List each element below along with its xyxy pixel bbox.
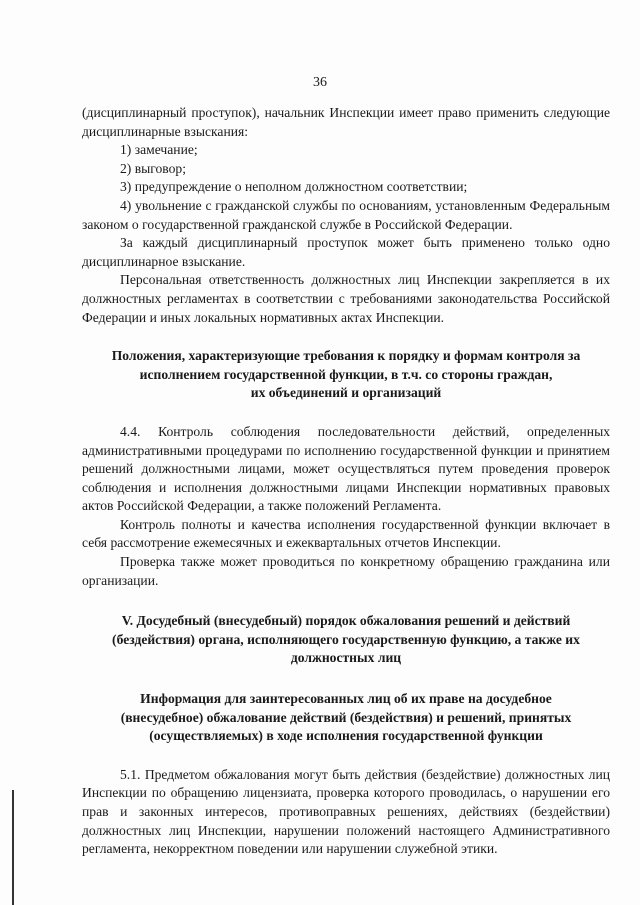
subsection-heading-info	[82, 690, 610, 746]
list-item: 3) предупреждение о неполном должностном соответствии;	[120, 179, 468, 195]
scan-edge-line	[12, 790, 14, 905]
paragraph: 4.4. Контроль соблюдения последовательности действий, определенных административными процедурами по исполнению государственной функции и принятием решений должностными лицами, может осуществляться путем проведения проверок соблюдения и исполнения должностными лицами Инспекции нормативных правовых актов Российской Федерации, а также положений Регламента.	[82, 423, 610, 514]
heading-line: Информация для заинтересованных лиц об их праве на досудебное	[140, 691, 552, 707]
heading-line: V. Досудебный (внесудебный) порядок обжалования решений и действий	[121, 613, 571, 629]
heading-line: (внесудебное) обжалование действий (бездействия) и решений, принятых	[120, 709, 572, 725]
paragraph: Контроль полноты и качества исполнения государственной функции включает в себя рассмотрение ежемесячных и ежеквартальных отчетов Инспекции.	[82, 516, 610, 551]
heading-line: их объединений и организаций	[250, 385, 442, 401]
list-item: 4) увольнение с гражданской службы по основаниям, установленным Федеральным законом о государственной гражданской службе в Российской Федерации.	[82, 197, 610, 232]
section-heading-control	[82, 347, 610, 403]
list-item: 1) замечание;	[120, 142, 198, 158]
heading-line: Положения, характеризующие требования к порядку и формам контроля за	[111, 348, 581, 364]
heading-line: исполнением государственной функции, в т.ч. со стороны граждан,	[139, 366, 553, 382]
paragraph: Проверка также может проводиться по конкретному обращению гражданина или организации.	[82, 554, 610, 588]
page-number: 36	[313, 75, 327, 90]
section-heading-v	[82, 612, 610, 668]
document-body	[82, 104, 610, 859]
paragraph-5-1: 5.1. Предметом обжалования могут быть действия (бездействие) должностных лиц Инспекции по обращению лицензиата, проверка которого проводилась, о нарушении его прав и законных интересов, противоправных решениях, действиях (бездействии) должностных лиц Инспекции, нарушении положений настоящего Административного регламента, некорректном поведении или нарушении служебной этики.	[82, 766, 610, 857]
list-item: 2) выговор;	[120, 160, 187, 176]
heading-line: (бездействия) органа, исполняющего государственную функцию, а также их	[112, 631, 580, 647]
paragraph-continuation: (дисциплинарный проступок), начальник Инспекции имеет право применить следующие дисциплинарные взыскания:	[82, 105, 610, 139]
heading-line: (осуществляемых) в ходе исполнения государственной функции	[149, 728, 543, 744]
paragraph: За каждый дисциплинарный проступок может быть применено только одно дисциплинарное взыскание.	[82, 235, 610, 269]
paragraph: Персональная ответственность должностных лиц Инспекции закрепляется в их должностных регламентах в соответствии с требованиями законодательства Российской Федерации и иных локальных нормативных актах Инспекции.	[82, 272, 610, 325]
heading-line: должностных лиц	[290, 650, 402, 666]
